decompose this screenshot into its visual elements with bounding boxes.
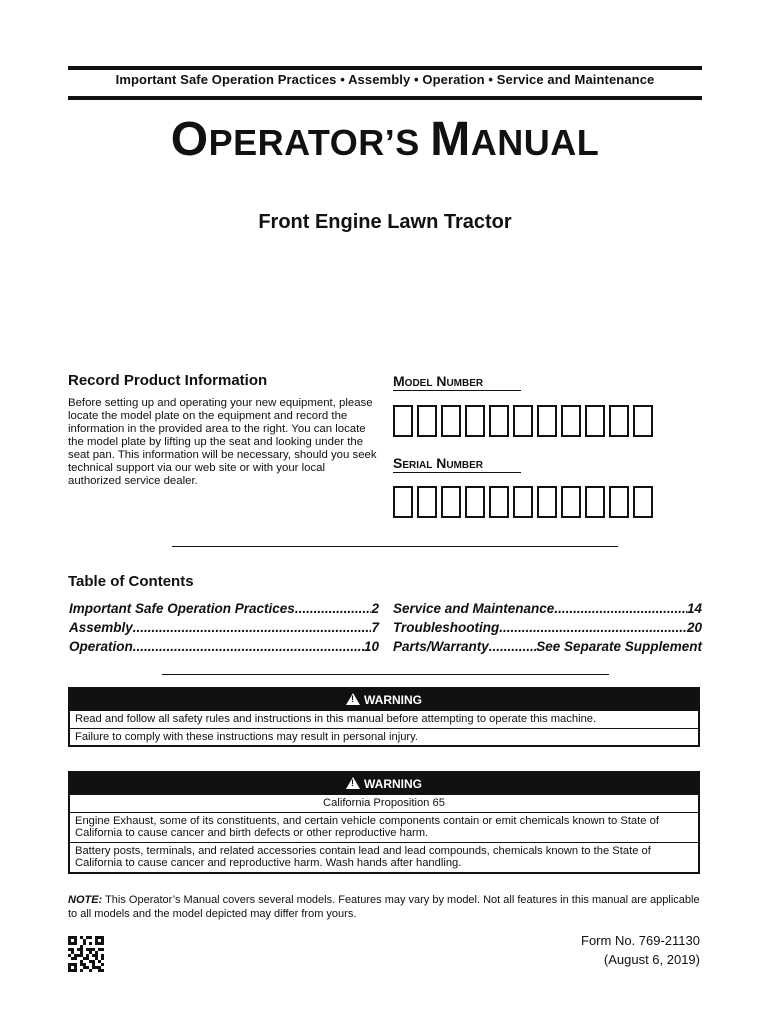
toc-heading: Table of Contents: [68, 573, 194, 590]
warning-triangle-icon: [346, 777, 360, 789]
warning-text: Failure to comply with these instructions may result in personal injury.: [70, 728, 698, 746]
model-number-boxes[interactable]: [393, 405, 703, 437]
header-top-rule: [68, 66, 702, 70]
toc-entry-title: Service and Maintenance: [393, 601, 555, 616]
digit-box[interactable]: [585, 486, 605, 518]
manual-title: [68, 112, 702, 167]
note-text: This Operator’s Manual covers several models. Features may vary by model. Not all features in this manual are applicable to all models and the model depicted may differ from yours.: [68, 894, 700, 920]
digit-box[interactable]: [417, 405, 437, 437]
manual-note: [68, 893, 702, 921]
warning-box-general: [68, 687, 700, 747]
toc-entry-title: Parts/Warranty: [393, 639, 489, 654]
toc-entry-page: See Separate Supplement: [536, 639, 702, 654]
digit-box[interactable]: [441, 405, 461, 437]
toc-entry-title: Operation: [69, 639, 133, 654]
toc-entry[interactable]: [393, 618, 702, 637]
toc-leader: [489, 637, 536, 656]
digit-box[interactable]: [633, 486, 653, 518]
form-date: (August 6, 2019): [603, 952, 700, 967]
digit-box[interactable]: [393, 486, 413, 518]
digit-box[interactable]: [537, 405, 557, 437]
toc-entry-title: Troubleshooting: [393, 620, 500, 635]
digit-box[interactable]: [417, 486, 437, 518]
toc-entry-title: Important Safe Operation Practices: [69, 601, 295, 616]
separator-line: [162, 674, 609, 675]
product-subtitle: Front Engine Lawn Tractor: [258, 211, 512, 233]
digit-box[interactable]: [513, 486, 533, 518]
serial-number-boxes[interactable]: [393, 486, 703, 518]
toc-right-column: [393, 599, 702, 656]
header-bottom-rule: [68, 96, 702, 100]
digit-box[interactable]: [489, 486, 509, 518]
title-rest-2: ANUAL: [470, 122, 600, 163]
toc-leader: [554, 599, 687, 618]
digit-box[interactable]: [513, 405, 533, 437]
warning-text: Battery posts, terminals, and related accessories contain lead and lead compounds, chemicals known to the State of California to cause cancer and reproductive harm. Wash hands after handling.: [70, 842, 698, 872]
warning-label: WARNING: [364, 693, 422, 707]
model-number-label: Model Number: [393, 373, 521, 391]
toc-entry[interactable]: [393, 599, 702, 618]
warning-triangle-icon: [346, 693, 360, 705]
toc-leader: [295, 599, 372, 618]
digit-box[interactable]: [393, 405, 413, 437]
form-number: Form No. 769-21130: [581, 933, 700, 948]
qr-code-icon[interactable]: [68, 936, 104, 972]
toc-entry[interactable]: [69, 637, 379, 656]
toc-entry-page: 7: [371, 620, 379, 635]
digit-box[interactable]: [585, 405, 605, 437]
form-number-block: [581, 931, 700, 969]
serial-number-label: Serial Number: [393, 455, 521, 473]
digit-box[interactable]: [609, 486, 629, 518]
note-label: NOTE:: [68, 894, 103, 906]
warning-label: WARNING: [364, 777, 422, 791]
toc-left-column: [69, 599, 379, 656]
toc-entry[interactable]: [69, 618, 379, 637]
separator-line: [172, 546, 618, 547]
toc-leader: [133, 637, 364, 656]
toc-entry-page: 10: [363, 639, 379, 654]
warning-header: [70, 689, 698, 711]
digit-box[interactable]: [489, 405, 509, 437]
title-cap-m: M: [430, 113, 471, 166]
toc-entry[interactable]: [69, 599, 379, 618]
toc-entry-page: 14: [686, 601, 702, 616]
toc-leader: [133, 618, 372, 637]
digit-box[interactable]: [633, 405, 653, 437]
title-rest-1: PERATOR’S: [208, 122, 431, 163]
toc-entry-title: Assembly: [69, 620, 133, 635]
warning-subtitle: California Proposition 65: [323, 797, 445, 809]
digit-box[interactable]: [537, 486, 557, 518]
digit-box[interactable]: [441, 486, 461, 518]
warning-header: [70, 773, 698, 795]
digit-box[interactable]: [609, 405, 629, 437]
warning-box-prop65: [68, 771, 700, 874]
digit-box[interactable]: [561, 405, 581, 437]
digit-box[interactable]: [561, 486, 581, 518]
title-cap-o: O: [170, 113, 209, 166]
toc-leader: [499, 618, 687, 637]
toc-entry-page: 2: [371, 601, 379, 616]
digit-box[interactable]: [465, 405, 485, 437]
toc-entry-page: 20: [686, 620, 702, 635]
warning-text: Read and follow all safety rules and instructions in this manual before attempting to operate this machine.: [75, 713, 597, 725]
record-info-heading: Record Product Information: [68, 372, 268, 389]
record-info-body: Before setting up and operating your new equipment, please locate the model plate on the equipment and record the information in the provided area to the right. You can locate the model plate by lifting up the seat and looking under the seat pan. This information will be necessary, should you seek technical support via our web site or with your local authorized service dealer.: [68, 397, 377, 487]
digit-box[interactable]: [465, 486, 485, 518]
warning-text: Engine Exhaust, some of its constituents, and certain vehicle components contain or emit chemicals known to State of California to cause cancer and birth defects or other reproductive harm.: [70, 812, 698, 842]
header-practices-line: Important Safe Operation Practices • Assembly • Operation • Service and Maintenance: [115, 72, 655, 87]
toc-entry[interactable]: [393, 637, 702, 656]
